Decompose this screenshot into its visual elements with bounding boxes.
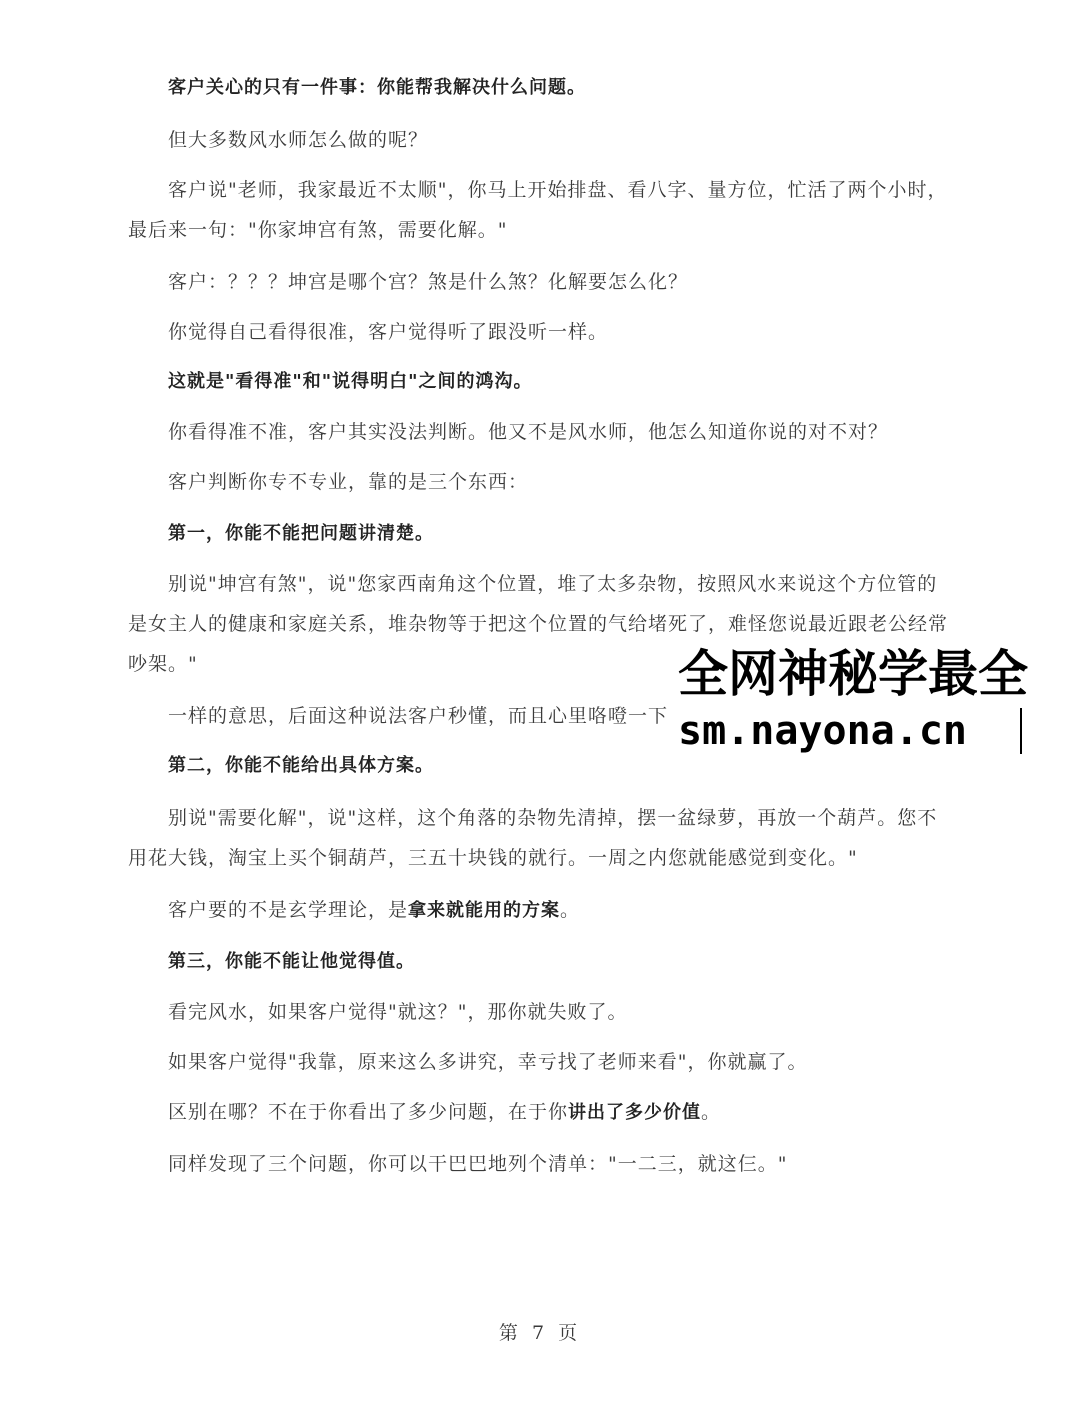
paragraph: 同样发现了三个问题，你可以干巴巴地列个清单："一二三，就这仨。" xyxy=(168,1153,788,1175)
paragraph: 别说"坤宫有煞"，说"您家西南角这个位置，堆了太多杂物，按照风水来说这个方位管的是女主人的健康和家庭关系，堆杂物等于把这个位置的气给堵死了，难怪您说最近跟老公经常吵架。" xyxy=(128,573,949,675)
paragraph-heading: 这就是"看得准"和"说得明白"之间的鸿沟。 xyxy=(168,371,533,392)
text-cursor xyxy=(1020,708,1022,754)
text-run: 客户要的不是玄学理论，是 xyxy=(168,899,409,921)
paragraph xyxy=(128,890,954,931)
paragraph: 但大多数风水师怎么做的呢？ xyxy=(168,129,429,151)
paragraph-heading: 客户关心的只有一件事：你能帮我解决什么问题。 xyxy=(168,77,586,98)
watermark-title: 全网神秘学最全 xyxy=(678,645,1028,703)
text-run: 区别在哪？不在于你看出了多少问题，在于你 xyxy=(168,1101,569,1123)
paragraph: 一样的意思，后面这种说法客户秒懂，而且心里咯噔一下 xyxy=(168,705,669,727)
paragraph-heading: 第二，你能不能给出具体方案。 xyxy=(168,755,434,776)
emphasis-text: 拿来就能用的方案 xyxy=(408,900,561,921)
paragraph-heading: 第一，你能不能把问题讲清楚。 xyxy=(168,523,434,544)
watermark-url: sm.nayona.cn xyxy=(678,708,967,754)
paragraph: 客户判断你专不专业，靠的是三个东西： xyxy=(168,471,529,493)
text-run: 。 xyxy=(701,1101,722,1123)
paragraph: 你看得准不准，客户其实没法判断。他又不是风水师，他怎么知道你说的对不对？ xyxy=(168,421,889,443)
paragraph: 如果客户觉得"我靠，原来这么多讲究，幸亏找了老师来看"，你就赢了。 xyxy=(168,1051,808,1073)
text-run: 。 xyxy=(560,899,581,921)
page-number: 第 7 页 xyxy=(498,1322,582,1344)
emphasis-text: 讲出了多少价值 xyxy=(568,1102,702,1123)
watermark-overlay xyxy=(668,638,1080,758)
paragraph: 看完风水，如果客户觉得"就这？"，那你就失败了。 xyxy=(168,1001,628,1023)
paragraph: 客户：？？？坤宫是哪个宫？煞是什么煞？化解要怎么化？ xyxy=(168,271,689,293)
paragraph-heading: 第三，你能不能让他觉得值。 xyxy=(168,951,415,972)
paragraph: 你觉得自己看得很准，客户觉得听了跟没听一样。 xyxy=(168,321,609,343)
paragraph: 客户说"老师，我家最近不太顺"，你马上开始排盘、看八字、量方位，忙活了两个小时，最后来一句："你家坤宫有煞，需要化解。" xyxy=(128,179,948,241)
paragraph: 别说"需要化解"，说"这样，这个角落的杂物先清掉，摆一盆绿萝，再放一个葫芦。您不用花大钱，淘宝上买个铜葫芦，三五十块钱的就行。一周之内您就能感觉到变化。" xyxy=(128,807,938,869)
paragraph xyxy=(128,1092,954,1133)
